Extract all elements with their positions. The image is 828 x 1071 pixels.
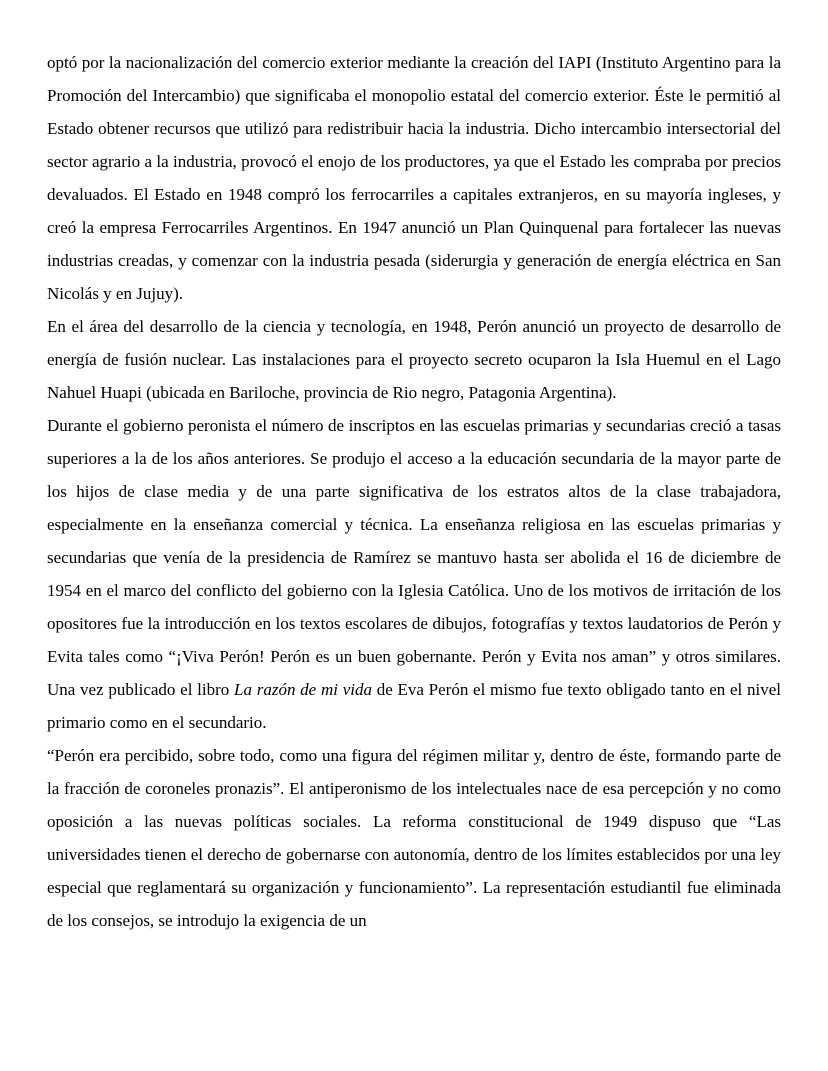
- paragraph-text: En el área del desarrollo de la ciencia y tecnología, en 1948, Perón anunció un proyecto de desarrollo de energía de fusión nuclear. Las instalaciones para el proyecto secreto ocuparon la Isla Huemul en el Lago Nahuel Huapi (ubicada en Bariloche, provincia de Rio negro, Patagonia Argentina).: [47, 317, 781, 402]
- paragraph-text: optó por la nacionalización del comercio exterior mediante la creación del IAPI (Instituto Argentino para la Promoción del Intercambio) que significaba el monopolio estatal del comercio exterior. Éste le permitió al Estado obtener recursos que utilizó para redistribuir hacia la industria. Dicho intercambio intersectorial del sector agrario a la industria, provocó el enojo de los productores, ya que el Estado les compraba por precios devaluados. El Estado en 1948 compró los ferrocarriles a capitales extranjeros, en su mayoría ingleses, y creó la empresa Ferrocarriles Argentinos. En 1947 anunció un Plan Quinquenal para fortalecer las nuevas industrias creadas, y comenzar con la industria pesada (siderurgia y generación de energía eléctrica en San Nicolás y en Jujuy).: [47, 53, 781, 303]
- paragraph-educacion-peronista: [47, 409, 781, 739]
- paragraph-text: de Eva Perón el mismo fue texto obligado tanto en el nivel primario como en el secundario.: [47, 680, 781, 732]
- paragraph-nacionalizacion-comercio: [47, 46, 781, 310]
- paragraph-antiperonismo-reforma: [47, 739, 781, 937]
- book-title-la-razon-de-mi-vida: La razón de mi vida: [234, 680, 372, 699]
- paragraph-ciencia-tecnologia: [47, 310, 781, 409]
- paragraph-text: Durante el gobierno peronista el número de inscriptos en las escuelas primarias y secundarias creció a tasas superiores a la de los años anteriores. Se produjo el acceso a la educación secundaria de la mayor parte de los hijos de clase media y de una parte significativa de los estratos altos de la clase trabajadora, especialmente en la enseñanza comercial y técnica. La enseñanza religiosa en las escuelas primarias y secundarias que venía de la presidencia de Ramírez se mantuvo hasta ser abolida el 16 de diciembre de 1954 en el marco del conflicto del gobierno con la Iglesia Católica. Uno de los motivos de irritación de los opositores fue la introducción en los textos escolares de dibujos, fotografías y textos laudatorios de Perón y Evita tales como “¡Viva Perón! Perón es un buen gobernante. Perón y Evita nos aman” y otros similares. Una vez publicado el libro: [47, 416, 781, 699]
- paragraph-text: “Perón era percibido, sobre todo, como una figura del régimen militar y, dentro de éste, formando parte de la fracción de coroneles pronazis”. El antiperonismo de los intelectuales nace de esa percepción y no como oposición a las nuevas políticas sociales. La reforma constitucional de 1949 dispuso que “Las universidades tienen el derecho de gobernarse con autonomía, dentro de los límites establecidos por una ley especial que reglamentará su organización y funcionamiento”. La representación estudiantil fue eliminada de los consejos, se introdujo la exigencia de un: [47, 746, 781, 930]
